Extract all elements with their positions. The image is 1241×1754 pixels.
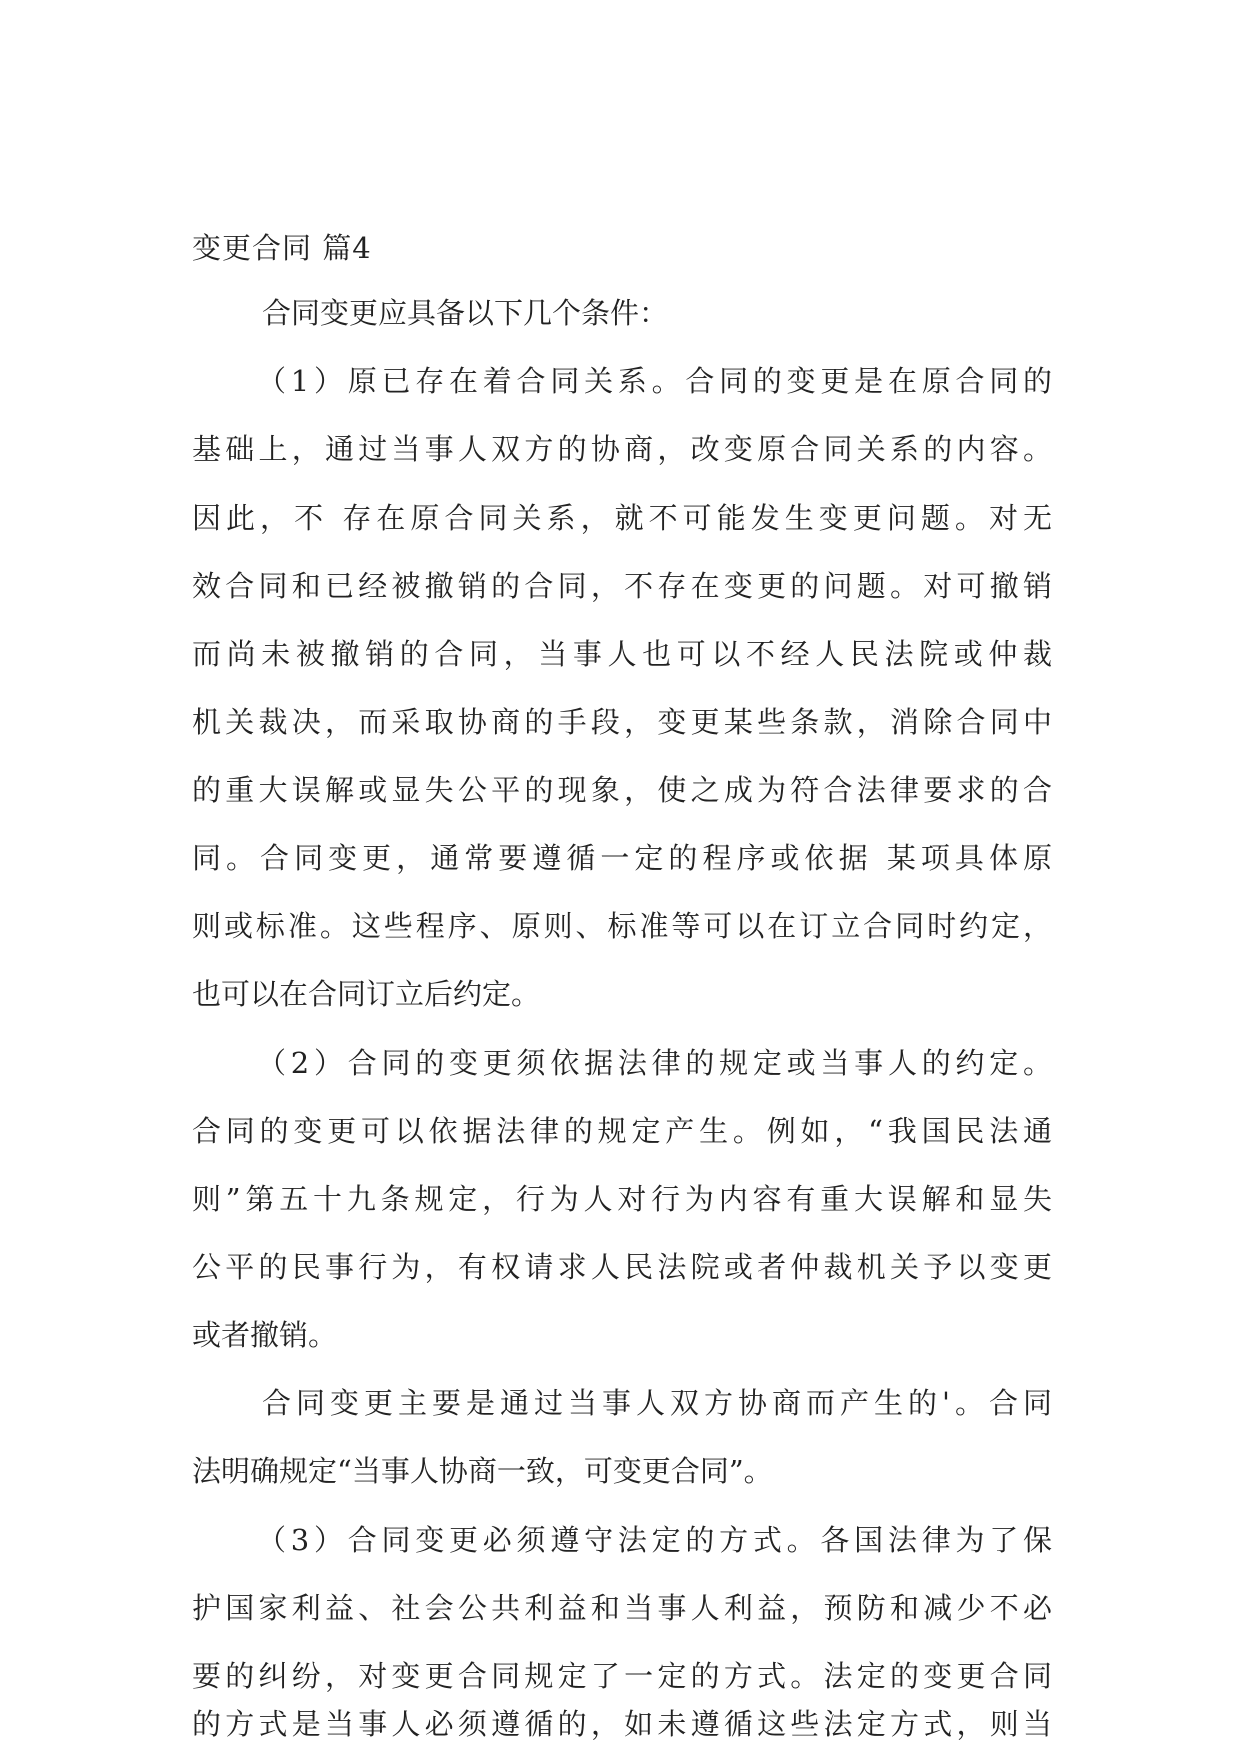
paragraph-line: 的重大误解或显失公平的现象，使之成为符合法律要求的合 [192,773,1052,807]
paragraph-line: 的方式是当事人必须遵循的，如未遵循这些法定方式，则当 [192,1707,1052,1741]
paragraph-line: 机关裁决，而采取协商的手段，变更某些条款，消除合同中 [192,705,1052,739]
paragraph-line: 要的纠纷，对变更合同规定了一定的方式。法定的变更合同 [192,1659,1052,1693]
paragraph-line: （1）原已存在着合同关系。合同的变更是在原合同的 [257,364,1052,398]
paragraph-line: （2）合同的变更须依据法律的规定或当事人的约定。 [257,1046,1052,1080]
paragraph-line: 合同变更应具备以下几个条件： [262,296,669,330]
paragraph-line: 公平的民事行为，有权请求人民法院或者仲裁机关予以变更 [192,1250,1052,1284]
paragraph-line: 护国家利益、社会公共利益和当事人利益，预防和减少不必 [192,1591,1052,1625]
paragraph-line: （3）合同变更必须遵守法定的方式。各国法律为了保 [257,1523,1052,1557]
document-title: 变更合同 篇4 [192,231,372,265]
paragraph-line: 同。合同变更，通常要遵循一定的程序或依据 某项具体原 [192,841,1052,875]
paragraph-line: 合同的变更可以依据法律的规定产生。例如，“我国民法通 [192,1114,1052,1148]
paragraph-line: 也可以在合同订立后约定。 [192,977,541,1011]
paragraph-line: 法明确规定“当事人协商一致，可变更合同”。 [192,1454,773,1488]
paragraph-line: 则或标准。这些程序、原则、标准等可以在订立合同时约定， [192,909,1052,943]
paragraph-line: 因此，不 存在原合同关系，就不可能发生变更问题。对无 [192,501,1052,535]
paragraph-line: 基础上，通过当事人双方的协商，改变原合同关系的内容。 [192,432,1052,466]
paragraph-line: 则”第五十九条规定，行为人对行为内容有重大误解和显失 [192,1182,1052,1216]
paragraph-line: 或者撤销。 [192,1318,338,1352]
paragraph-line: 合同变更主要是通过当事人双方协商而产生的'。合同 [262,1386,1052,1420]
paragraph-line: 而尚未被撤销的合同，当事人也可以不经人民法院或仲裁 [192,637,1052,671]
paragraph-line: 效合同和已经被撤销的合同，不存在变更的问题。对可撤销 [192,569,1052,603]
